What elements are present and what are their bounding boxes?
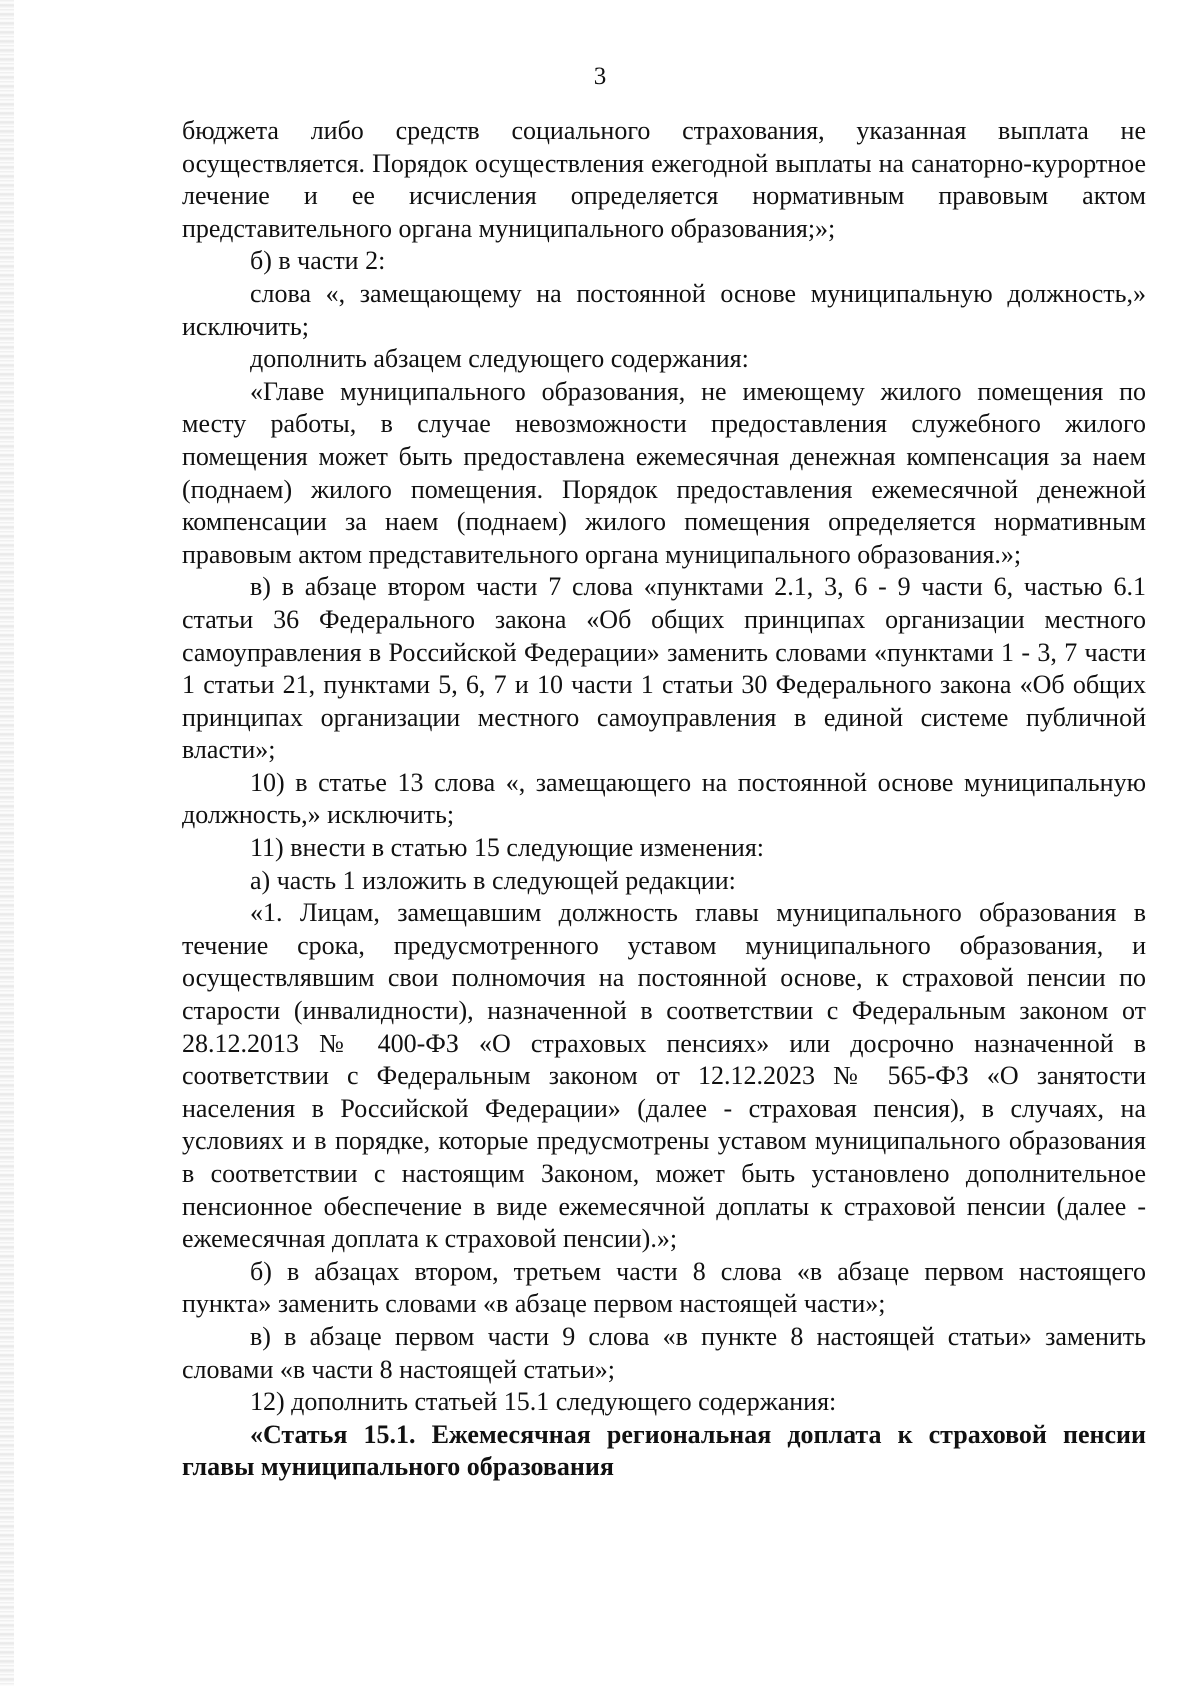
paragraph: 10) в статье 13 слова «, замещающего на постоянной основе муниципальную должность,» исключить; <box>182 767 1146 830</box>
paragraph: б) в абзацах втором, третьем части 8 слова «в абзаце первом настоящего пункта» заменить словами «в абзаце первом настоящей части»; <box>182 1256 1146 1319</box>
paragraph: 12) дополнить статьей 15.1 следующего содержания: <box>250 1387 837 1417</box>
paragraph: 11) внести в статью 15 следующие изменения: <box>250 833 765 863</box>
paragraph: дополнить абзацем следующего содержания: <box>250 344 749 374</box>
paragraph: слова «, замещающему на постоянной основе муниципальную должность,» исключить; <box>182 278 1146 341</box>
paragraph: а) часть 1 изложить в следующей редакции: <box>250 865 736 895</box>
document-body <box>182 115 1146 1484</box>
paragraph: бюджета либо средств социального страхования, указанная выплата не осуществляется. Порядок осуществления ежегодной выплаты на санаторно-курортное лечение и ее исчисления определяется нормативным правовым актом представительного органа муниципального образования;»; <box>182 116 1146 243</box>
paragraph: в) в абзаце втором части 7 слова «пунктами 2.1, 3, 6 - 9 части 6, частью 6.1 статьи 36 Федерального закона «Об общих принципах организации местного самоуправления в Российской Федерации» заменить словами «пунктами 1 - 3, 7 части 1 статьи 21, пунктами 5, 6, 7 и 10 части 1 статьи 30 Федерального закона «Об общих принципах организации местного самоуправления в единой системе публичной власти»; <box>182 572 1146 765</box>
paragraph: в) в абзаце первом части 9 слова «в пункте 8 настоящей статьи» заменить словами «в части 8 настоящей статьи»; <box>182 1321 1146 1384</box>
scan-edge-artifact <box>0 0 14 1686</box>
page-number: 3 <box>593 63 607 90</box>
paragraph: «1. Лицам, замещавшим должность главы муниципального образования в течение срока, предусмотренного уставом муниципального образования, и осуществлявшим свои полномочия на постоянной основе, к страховой пенсии по старости (инвалидности), назначенной в соответствии с Федеральным законом от 28.12.2013 № 400-ФЗ «О страховых пенсиях» или досрочно назначенной в соответствии с Федеральным законом от 12.12.2023 № 565-ФЗ «О занятости населения в Российской Федерации» (далее - страховая пенсия), в случаях, на условиях и в порядке, которые предусмотрены уставом муниципального образования в соответствии с настоящим Законом, может быть установлено дополнительное пенсионное обеспечение в виде ежемесячной доплаты к страховой пенсии (далее - ежемесячная доплата к страховой пенсии).»; <box>182 898 1146 1254</box>
paragraph: б) в части 2: <box>250 246 386 276</box>
article-heading: «Статья 15.1. Ежемесячная региональная доплата к страховой пенсии главы муниципального образования <box>182 1419 1146 1482</box>
paragraph: «Главе муниципального образования, не имеющему жилого помещения по месту работы, в случае невозможности предоставления служебного жилого помещения может быть предоставлена ежемесячная денежная компенсация за наем (поднаем) жилого помещения. Порядок предоставления ежемесячной денежной компенсации за наем (поднаем) жилого помещения определяется нормативным правовым актом представительного органа муниципального образования.»; <box>182 376 1146 569</box>
